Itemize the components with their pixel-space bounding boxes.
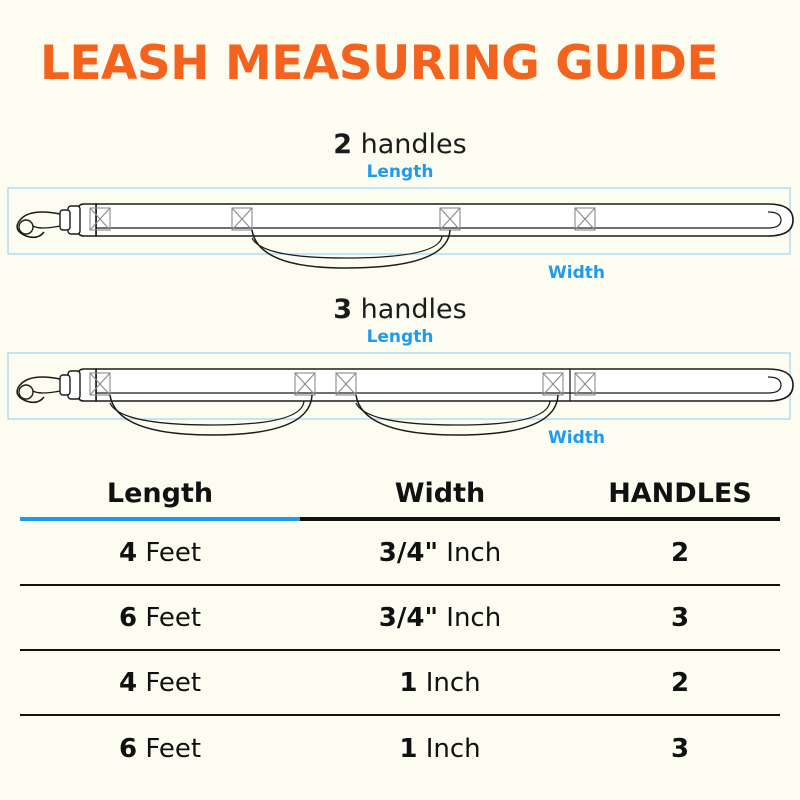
row-handles: 3 [670, 602, 690, 633]
row-length-unit: Feet [145, 602, 202, 633]
table-row [20, 716, 780, 781]
three-handles-diagram-block [0, 295, 800, 465]
row-length [20, 734, 300, 764]
row-width-value: 1 [399, 733, 418, 764]
two-handles-length-label: Length [366, 161, 434, 182]
row-width [300, 734, 580, 764]
row-width-value: 3/4" [378, 537, 439, 568]
row-width [300, 668, 580, 698]
table-row [20, 586, 780, 651]
two-handles-diagram-block [0, 130, 800, 295]
row-handles: 2 [670, 537, 690, 568]
leash-size-table [20, 478, 780, 781]
table-header-width: Width [394, 478, 486, 509]
table-row [20, 521, 780, 586]
table-header-handles: HANDLES [608, 478, 752, 509]
table-header-length: Length [106, 478, 214, 509]
row-length [20, 603, 300, 633]
row-width-unit: Inch [425, 733, 481, 764]
row-length [20, 668, 300, 698]
two-handles-caption [0, 130, 800, 160]
row-length-value: 6 [118, 602, 138, 633]
row-width-unit: Inch [446, 602, 502, 633]
table-header-divider-accent [20, 517, 300, 521]
row-handles: 2 [670, 667, 690, 698]
table-header-row [20, 478, 780, 517]
row-length-value: 4 [118, 537, 138, 568]
row-width-value: 3/4" [378, 602, 439, 633]
page-title: LEASH MEASURING GUIDE [40, 36, 719, 91]
table-header-divider-dark [300, 517, 780, 521]
row-width-value: 1 [399, 667, 418, 698]
row-width-unit: Inch [446, 537, 502, 568]
row-width-unit: Inch [425, 667, 481, 698]
two-handles-width-label: Width [548, 263, 605, 283]
two-handles-count-word: handles [360, 129, 467, 160]
three-handles-length-label: Length [366, 326, 434, 347]
three-handles-caption [0, 295, 800, 325]
row-length-value: 4 [118, 667, 138, 698]
row-length [20, 538, 300, 568]
table-row [20, 651, 780, 716]
row-width [300, 538, 580, 568]
row-width [300, 603, 580, 633]
two-handles-leash-illustration [0, 182, 800, 292]
three-handles-leash-illustration [0, 347, 800, 462]
table-header-divider [20, 517, 780, 521]
three-handles-count: 3 [333, 294, 353, 325]
row-handles: 3 [670, 733, 690, 764]
three-handles-count-word: handles [360, 294, 467, 325]
three-handles-width-label: Width [548, 428, 605, 448]
row-length-unit: Feet [145, 537, 202, 568]
two-handles-count: 2 [333, 129, 353, 160]
row-length-value: 6 [118, 733, 138, 764]
row-length-unit: Feet [145, 667, 202, 698]
row-length-unit: Feet [145, 733, 202, 764]
